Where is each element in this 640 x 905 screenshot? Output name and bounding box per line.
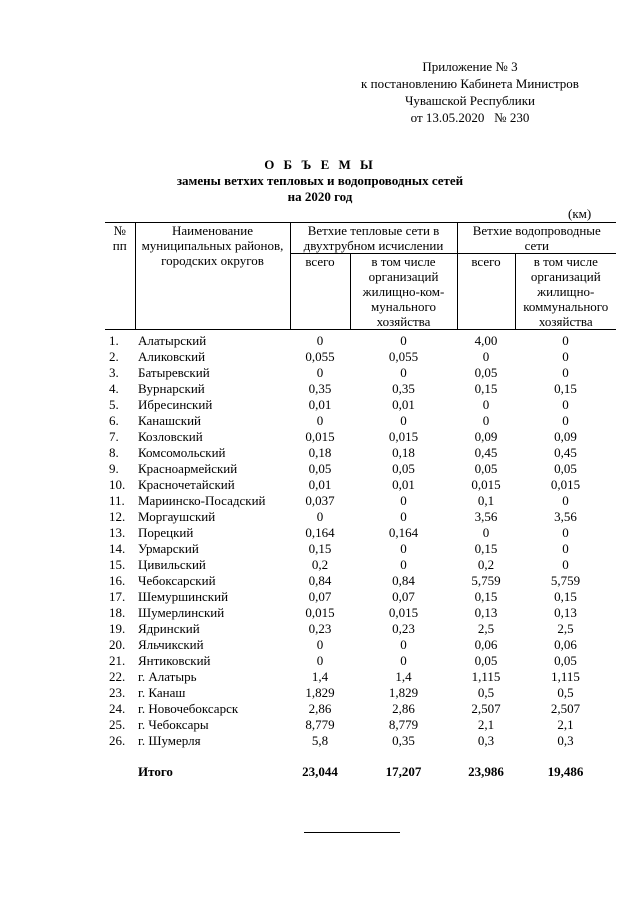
row-heat-housing: 0 xyxy=(400,652,407,668)
row-district-name: Козловский xyxy=(138,428,203,444)
row-heat-housing: 0 xyxy=(400,508,407,524)
row-water-housing: 0,015 xyxy=(550,476,581,492)
row-number: 25. xyxy=(109,716,126,732)
row-district-name: Ядринский xyxy=(138,620,200,636)
table-row xyxy=(105,348,616,364)
row-heat-housing: 0 xyxy=(400,364,407,380)
row-district-name: г. Новочебоксарск xyxy=(138,700,239,716)
row-heat-total: 0 xyxy=(316,652,324,668)
table-row xyxy=(105,444,616,460)
table-row xyxy=(105,732,616,748)
row-district-name: Мариинско-Посадский xyxy=(138,492,266,508)
row-water-total: 0,5 xyxy=(477,684,495,700)
row-heat-housing: 0 xyxy=(400,412,407,428)
appendix-resolution: к постановлению Кабинета Министров xyxy=(361,76,579,91)
title-line-2: замены ветхих тепловых и водопроводных сетей xyxy=(176,173,464,188)
row-water-housing: 0 xyxy=(562,540,569,556)
row-water-housing: 0 xyxy=(562,412,569,428)
row-heat-housing: 0,01 xyxy=(392,396,415,412)
document-title xyxy=(0,157,640,205)
table-row xyxy=(105,716,616,732)
table-row xyxy=(105,636,616,652)
row-water-housing: 1,115 xyxy=(551,668,580,684)
row-heat-housing: 0,015 xyxy=(388,604,419,620)
row-heat-housing: 0,84 xyxy=(392,572,415,588)
row-heat-total: 0,015 xyxy=(305,604,335,620)
total-label: Итого xyxy=(138,763,173,779)
row-heat-total: 0,164 xyxy=(305,524,335,540)
row-water-housing: 0,5 xyxy=(557,684,574,700)
row-water-housing: 0 xyxy=(562,364,569,380)
row-water-housing: 0 xyxy=(562,348,569,364)
row-number: 15. xyxy=(109,556,126,572)
table-row xyxy=(105,700,616,716)
row-district-name: Ибресинский xyxy=(138,396,213,412)
row-number: 6. xyxy=(109,412,119,428)
row-water-housing: 0,09 xyxy=(554,428,577,444)
table-row xyxy=(105,588,616,604)
row-number: 5. xyxy=(109,396,119,412)
row-number: 3. xyxy=(109,364,119,380)
row-water-total: 0,3 xyxy=(477,732,495,748)
row-heat-housing: 0 xyxy=(400,636,407,652)
row-number: 13. xyxy=(109,524,126,540)
row-number: 26. xyxy=(109,732,126,748)
row-heat-total: 1,829 xyxy=(305,684,335,700)
row-district-name: Аликовский xyxy=(138,348,206,364)
row-heat-housing: 0,015 xyxy=(388,428,419,444)
appendix-number: Приложение № 3 xyxy=(422,59,518,74)
row-water-total: 0,09 xyxy=(474,428,498,444)
row-heat-housing: 0,01 xyxy=(392,476,415,492)
row-number: 4. xyxy=(109,380,119,396)
row-heat-housing: 0,05 xyxy=(392,460,415,476)
row-district-name: Порецкий xyxy=(138,524,194,540)
table-row xyxy=(105,620,616,636)
unit-label: (км) xyxy=(568,206,592,221)
volumes-table xyxy=(105,222,616,780)
row-district-name: Алатырский xyxy=(138,332,207,348)
row-district-name: Урмарский xyxy=(138,540,199,556)
table-row xyxy=(105,412,616,428)
row-water-housing: 0 xyxy=(562,524,569,540)
row-water-total: 0,2 xyxy=(477,556,495,572)
row-heat-housing: 0,35 xyxy=(392,732,415,748)
row-heat-housing: 0 xyxy=(400,332,407,348)
table-row xyxy=(105,396,616,412)
total-row xyxy=(105,762,616,780)
row-water-housing: 0,15 xyxy=(554,588,577,604)
table-row xyxy=(105,684,616,700)
row-water-total: 4,00 xyxy=(474,332,498,348)
table-row xyxy=(105,668,616,684)
table-row xyxy=(105,540,616,556)
row-district-name: Чебоксарский xyxy=(138,572,216,588)
row-water-housing: 0 xyxy=(562,492,569,508)
row-heat-total: 0,015 xyxy=(305,428,335,444)
row-water-total: 0,015 xyxy=(471,476,501,492)
row-water-total: 2,5 xyxy=(477,620,495,636)
table-row xyxy=(105,492,616,508)
row-number: 19. xyxy=(109,620,126,636)
row-district-name: Янтиковский xyxy=(138,652,211,668)
row-water-housing: 2,5 xyxy=(557,620,574,636)
row-district-name: г. Шумерля xyxy=(138,732,201,748)
row-water-total: 0,1 xyxy=(477,492,495,508)
row-number: 7. xyxy=(109,428,119,444)
row-number: 9. xyxy=(109,460,119,476)
row-heat-total: 1,4 xyxy=(311,668,329,684)
row-district-name: Комсомольский xyxy=(138,444,226,460)
row-water-total: 0,13 xyxy=(474,604,498,620)
table-body xyxy=(105,330,616,749)
row-water-housing: 0,15 xyxy=(554,380,577,396)
appendix-block xyxy=(300,58,640,126)
row-heat-housing: 8,779 xyxy=(388,716,419,732)
row-heat-total: 0,84 xyxy=(308,572,332,588)
row-heat-total: 0,05 xyxy=(308,460,332,476)
row-water-housing: 2,1 xyxy=(557,716,574,732)
row-heat-total: 0 xyxy=(316,332,324,348)
row-heat-total: 0 xyxy=(316,364,324,380)
table-row xyxy=(105,572,616,588)
row-number: 1. xyxy=(109,332,119,348)
row-number: 11. xyxy=(109,492,125,508)
row-number: 23. xyxy=(109,684,126,700)
row-water-total: 3,56 xyxy=(474,508,498,524)
row-heat-total: 0,037 xyxy=(305,492,335,508)
row-heat-housing: 0,18 xyxy=(392,444,415,460)
row-district-name: Моргаушский xyxy=(138,508,216,524)
row-water-housing: 0,05 xyxy=(554,652,577,668)
row-heat-total: 0,01 xyxy=(308,396,332,412)
row-heat-total: 0,15 xyxy=(308,540,332,556)
row-number: 22. xyxy=(109,668,126,684)
row-heat-housing: 0,23 xyxy=(392,620,415,636)
row-water-housing: 3,56 xyxy=(554,508,577,524)
total-water-total: 23,986 xyxy=(468,763,504,779)
header-number: № пп xyxy=(105,223,135,330)
table-row xyxy=(105,604,616,620)
row-water-total: 2,1 xyxy=(477,716,495,732)
row-district-name: Шемуршинский xyxy=(138,588,229,604)
row-water-total: 0 xyxy=(482,524,490,540)
row-water-total: 0 xyxy=(482,412,490,428)
row-water-housing: 0 xyxy=(562,556,569,572)
header-heat-housing: в том числе организаций жилищно-ком- мунального хозяйства xyxy=(350,254,457,330)
row-heat-total: 0,055 xyxy=(305,348,335,364)
table-row xyxy=(105,460,616,476)
title-line-3: на 2020 год xyxy=(287,189,353,204)
row-water-total: 0,06 xyxy=(474,636,498,652)
total-heat-housing: 17,207 xyxy=(385,763,422,779)
row-heat-total: 0 xyxy=(316,412,324,428)
row-heat-housing: 0 xyxy=(400,492,407,508)
row-water-total: 0,05 xyxy=(474,364,498,380)
row-heat-total: 2,86 xyxy=(308,700,332,716)
row-heat-housing: 1,4 xyxy=(395,668,412,684)
footer-rule xyxy=(304,832,400,833)
row-heat-total: 0,35 xyxy=(308,380,332,396)
row-heat-total: 0,07 xyxy=(308,588,332,604)
row-number: 14. xyxy=(109,540,126,556)
row-water-total: 0,15 xyxy=(474,540,498,556)
total-heat-total: 23,044 xyxy=(302,763,338,779)
row-district-name: Красночетайский xyxy=(138,476,235,492)
row-district-name: Вурнарский xyxy=(138,380,205,396)
row-number: 10. xyxy=(109,476,126,492)
row-heat-total: 0,23 xyxy=(308,620,332,636)
row-heat-total: 5,8 xyxy=(311,732,329,748)
row-heat-housing: 1,829 xyxy=(388,684,419,700)
row-heat-total: 0 xyxy=(316,636,324,652)
table-row xyxy=(105,364,616,380)
appendix-date: от 13.05.2020 № 230 xyxy=(410,110,530,125)
row-number: 8. xyxy=(109,444,119,460)
row-water-total: 0 xyxy=(482,348,490,364)
row-water-housing: 0 xyxy=(562,332,569,348)
row-water-total: 0 xyxy=(482,396,490,412)
row-water-total: 0,05 xyxy=(474,652,498,668)
row-water-housing: 0 xyxy=(562,396,569,412)
row-heat-total: 0,18 xyxy=(308,444,332,460)
total-water-housing: 19,486 xyxy=(547,763,584,779)
table-row xyxy=(105,556,616,572)
row-heat-total: 0,2 xyxy=(311,556,329,572)
table-row xyxy=(105,508,616,524)
row-water-total: 0,15 xyxy=(474,380,498,396)
row-heat-housing: 2,86 xyxy=(392,700,415,716)
row-water-housing: 2,507 xyxy=(550,700,581,716)
row-water-total: 0,45 xyxy=(474,444,498,460)
row-heat-housing: 0 xyxy=(400,556,407,572)
table-row xyxy=(105,652,616,668)
row-heat-housing: 0 xyxy=(400,540,407,556)
row-water-housing: 0,3 xyxy=(557,732,574,748)
table-row xyxy=(105,380,616,396)
table-row xyxy=(105,476,616,492)
row-district-name: Цивильский xyxy=(138,556,206,572)
row-number: 12. xyxy=(109,508,126,524)
row-number: 24. xyxy=(109,700,126,716)
row-district-name: Батыревский xyxy=(138,364,210,380)
row-heat-housing: 0,164 xyxy=(388,524,419,540)
row-water-housing: 0,06 xyxy=(554,636,577,652)
row-district-name: Яльчикский xyxy=(138,636,204,652)
row-number: 16. xyxy=(109,572,126,588)
row-heat-housing: 0,35 xyxy=(392,380,415,396)
row-heat-housing: 0,07 xyxy=(392,588,415,604)
row-water-total: 1,115 xyxy=(471,668,501,684)
header-water-networks: Ветхие водопроводные сети xyxy=(457,223,616,254)
row-number: 18. xyxy=(109,604,126,620)
row-water-housing: 5,759 xyxy=(550,572,581,588)
row-heat-total: 0,01 xyxy=(308,476,332,492)
header-heat-total: всего xyxy=(290,254,350,330)
row-water-total: 0,15 xyxy=(474,588,498,604)
title-line-1: О Б Ъ Е М Ы xyxy=(264,157,376,172)
row-district-name: г. Алатырь xyxy=(138,668,197,684)
table-row xyxy=(105,428,616,444)
row-district-name: Канашский xyxy=(138,412,202,428)
row-water-housing: 0,13 xyxy=(554,604,577,620)
row-number: 2. xyxy=(109,348,119,364)
header-water-housing: в том числе организаций жилищно- коммунального хозяйства xyxy=(515,254,616,330)
header-water-total: всего xyxy=(457,254,515,330)
table-row xyxy=(105,330,616,349)
row-heat-housing: 0,055 xyxy=(388,348,419,364)
header-name: Наименование муниципальных районов, городских округов xyxy=(135,223,290,330)
header-heat-networks: Ветхие тепловые сети в двухтрубном исчислении xyxy=(290,223,457,254)
row-district-name: Красноармейский xyxy=(138,460,238,476)
appendix-republic: Чувашской Республики xyxy=(404,93,536,108)
row-heat-total: 0 xyxy=(316,508,324,524)
row-district-name: г. Чебоксары xyxy=(138,716,209,732)
table-row xyxy=(105,524,616,540)
row-number: 20. xyxy=(109,636,126,652)
row-heat-total: 8,779 xyxy=(305,716,335,732)
row-water-total: 5,759 xyxy=(471,572,501,588)
row-district-name: г. Канаш xyxy=(138,684,186,700)
row-district-name: Шумерлинский xyxy=(138,604,225,620)
row-number: 17. xyxy=(109,588,126,604)
row-water-housing: 0,05 xyxy=(554,460,577,476)
row-water-housing: 0,45 xyxy=(554,444,577,460)
row-number: 21. xyxy=(109,652,126,668)
row-water-total: 0,05 xyxy=(474,460,498,476)
row-water-total: 2,507 xyxy=(471,700,501,716)
